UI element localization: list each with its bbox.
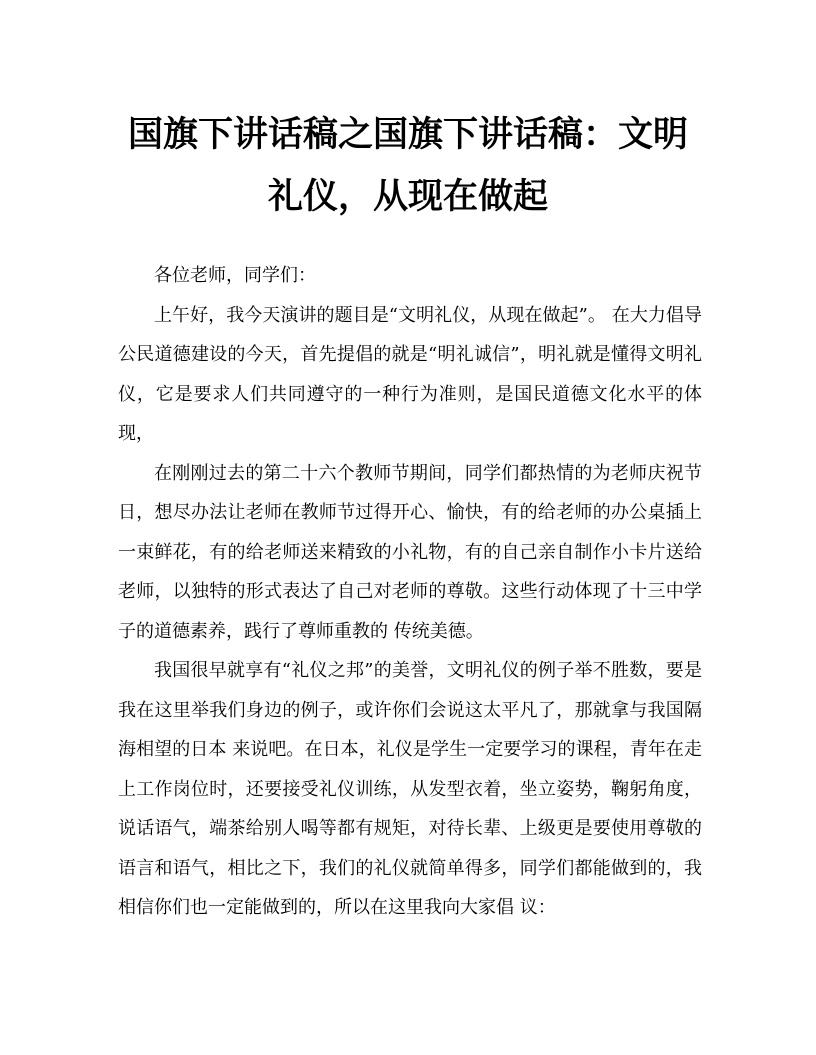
paragraph-greeting: 各位老师，同学们： (154, 265, 316, 286)
paragraph-etiquette: 我国很早就享有“礼仪之邦”的美誉，文明礼仪的例子举不胜数，要是我在这里举我们身边的例子，或许你们会说这太平凡了，那就拿与我国隔海相望的日本 来说吧。在日本，礼仪是学生一定要学习的课程，青年在走上工作岗位时，还要接受礼仪训练，从发型衣着，坐立姿势，鞠躬角度，说话语气，端茶给别人喝等都有规矩，对待长辈、上级更是要使用尊敬的语言和语气，相比之下，我们的礼仪就简单得多，同学们都能做到的，我相信你们也一定能做到的，所以在这里我向大家倡 议： (118, 660, 702, 918)
paragraph-intro: 上午好，我今天演讲的题目是“文明礼仪，从现在做起”。 在大力倡导公民道德建设的今天，首先提倡的就是“明礼诚信”，明礼就是懂得文明礼仪，它是要求人们共同遵守的一种行为准则，是国民道德文化水平的体现， (118, 304, 702, 444)
document-body (118, 256, 702, 928)
document-title: 国旗下讲话稿之国旗下讲话稿：文明礼仪，从现在做起 (127, 114, 688, 217)
paragraph-teachers-day: 在刚刚过去的第二十六个教师节期间，同学们都热情的为老师庆祝节日，想尽办法让老师在教师节过得开心、愉快，有的给老师的办公桌插上一束鲜花，有的给老师送来精致的小礼物，有的自己亲自制作小卡片送给老师，以独特的形式表达了自己对老师的尊敬。这些行动体现了十三中学子的道德素养，践行了尊师重教的 传统美德。 (118, 462, 702, 642)
